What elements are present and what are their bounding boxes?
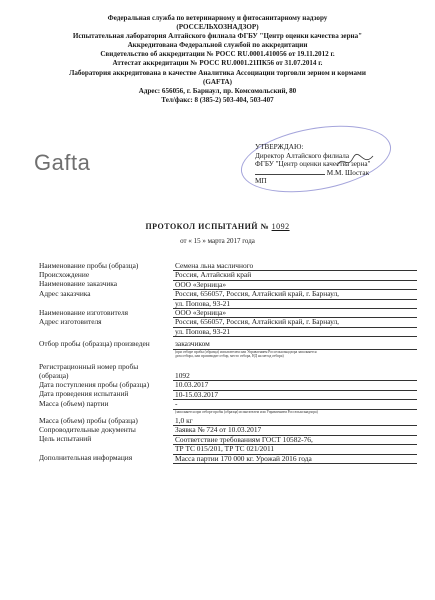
row-label: (образца) <box>39 370 69 380</box>
header-line: Лаборатория аккредитована в качестве Аналитика Ассоциации торговли зерном и кормами <box>69 68 366 77</box>
table-row <box>37 337 417 349</box>
row-value: Россия, 656057, Россия, Алтайский край, г. Барнаул, <box>173 318 417 327</box>
approval-mp: МП <box>255 177 267 186</box>
table-row <box>37 426 417 435</box>
row-label: Происхождение <box>39 269 90 279</box>
header-line: Испытательная лаборатория Алтайского филиала ФГБУ "Центр оценки качества зерна" <box>72 32 363 41</box>
row-value: ООО «Зерница» <box>173 309 417 318</box>
row-label: Дата проведения испытаний <box>39 389 129 399</box>
row-label: Дополнительная информация <box>39 453 133 463</box>
row-value: Масса партии 170 000 кг. Урожай 2016 года <box>173 454 417 463</box>
protocol-title-text: ПРОТОКОЛ ИСПЫТАНИЙ № <box>145 222 270 231</box>
gafta-logo: Gafta <box>34 150 91 175</box>
row-value: Заявка № 724 от 10.03.2017 <box>173 426 417 435</box>
row-value: заказчиком <box>173 337 417 349</box>
row-label: Сопроводительные документы <box>39 424 136 434</box>
sample-info-table <box>37 262 417 464</box>
header-line: Адрес: 656056, г. Барнаул, пр. Комсомольский, 80 <box>138 86 297 95</box>
approval-line: Директор Алтайского филиала <box>255 151 350 160</box>
row-label: Наименование заказчика <box>39 279 118 289</box>
row-value: - <box>173 400 417 409</box>
row-value: ул. Попова, 93-21 <box>173 327 417 336</box>
row-value: 10-15.03.2017 <box>173 390 417 399</box>
row-label: Наименование пробы (образца) <box>39 261 139 270</box>
row-label: Адрес заказчика <box>39 288 91 298</box>
row-label: Цель испытаний <box>39 434 92 444</box>
table-row <box>37 290 417 299</box>
table-row <box>37 358 417 371</box>
row-value: Семена льна масличного <box>173 262 417 271</box>
protocol-date: от « 15 » марта 2017 года <box>180 237 255 245</box>
row-label: Дата поступления пробы (образца) <box>39 379 150 389</box>
row-label: Наименование изготовителя <box>39 307 129 317</box>
row-note <box>173 349 417 358</box>
header-line: Федеральная служба по ветеринарному и фитосанитарному надзору <box>107 14 328 22</box>
row-value: 1,0 кг <box>173 414 417 426</box>
row-label: Отбор пробы (образца) произведен <box>39 338 150 348</box>
row-label: Адрес изготовителя <box>39 316 102 326</box>
row-value: Россия, Алтайский край <box>173 271 417 280</box>
header-line: Свидетельство об аккредитации № РОСС RU.0001.410056 от 19.11.2012 г. <box>100 50 335 59</box>
row-value: 10.03.2017 <box>173 381 417 390</box>
row-label: Масса (объем) пробы (образца) <box>39 415 138 425</box>
protocol-title <box>0 222 435 231</box>
row-value: Россия, 656057, Россия, Алтайский край, г. Барнаул, <box>173 290 417 299</box>
table-row <box>37 318 417 327</box>
approval-signer-line <box>255 169 425 178</box>
row-value: ТР ТС 015/201, ТР ТС 021/2011 <box>173 445 417 454</box>
header-line: (РОССЕЛЬХОЗНАДЗОР) <box>176 23 259 32</box>
signature-line <box>255 174 325 175</box>
header-line: (GAFTA) <box>202 77 233 86</box>
table-row <box>37 327 417 336</box>
approval-line: ФГБУ "Центр оценки качества зерна" <box>255 160 371 169</box>
header-line: Аккредитована Федеральной службой по аккредитации <box>127 41 308 50</box>
approval-title: УТВЕРЖДАЮ: <box>255 143 304 151</box>
row-value: 1092 <box>173 372 417 381</box>
note-text: (заполняется при отборе пробы (образца) испытателем или Управлением Россельхознадзора) <box>175 409 318 414</box>
table-row <box>37 454 417 463</box>
lab-header <box>10 14 425 105</box>
approval-signer: М.М. Шостак <box>326 168 370 177</box>
row-label: Масса (объем) партии <box>39 398 109 408</box>
row-label: Регистрационный номер пробы <box>39 362 139 372</box>
protocol-number: 1092 <box>271 222 290 231</box>
approval-block <box>255 143 425 186</box>
table-row <box>37 349 417 358</box>
row-value: Соответствие требованиям ГОСТ 10582-76, <box>173 435 417 444</box>
note-text: (при отборе пробы (образца) испытателем или Управлением Россельхознадзора заполняется <box>175 349 317 354</box>
header-line: Аттестат аккредитации № РОСС RU.0001.21ПК56 от 31.07.2014 г. <box>112 59 323 68</box>
note-text: дата отбора, или производит отбор, место отбора, НД на метод отбора) <box>175 354 284 359</box>
row-value: ул. Попова, 93-21 <box>173 299 417 308</box>
table-row <box>37 400 417 409</box>
header-line: Тел/факс: 8 (385-2) 503-404, 503-407 <box>161 95 274 104</box>
row-value: ООО «Зерница» <box>173 280 417 289</box>
